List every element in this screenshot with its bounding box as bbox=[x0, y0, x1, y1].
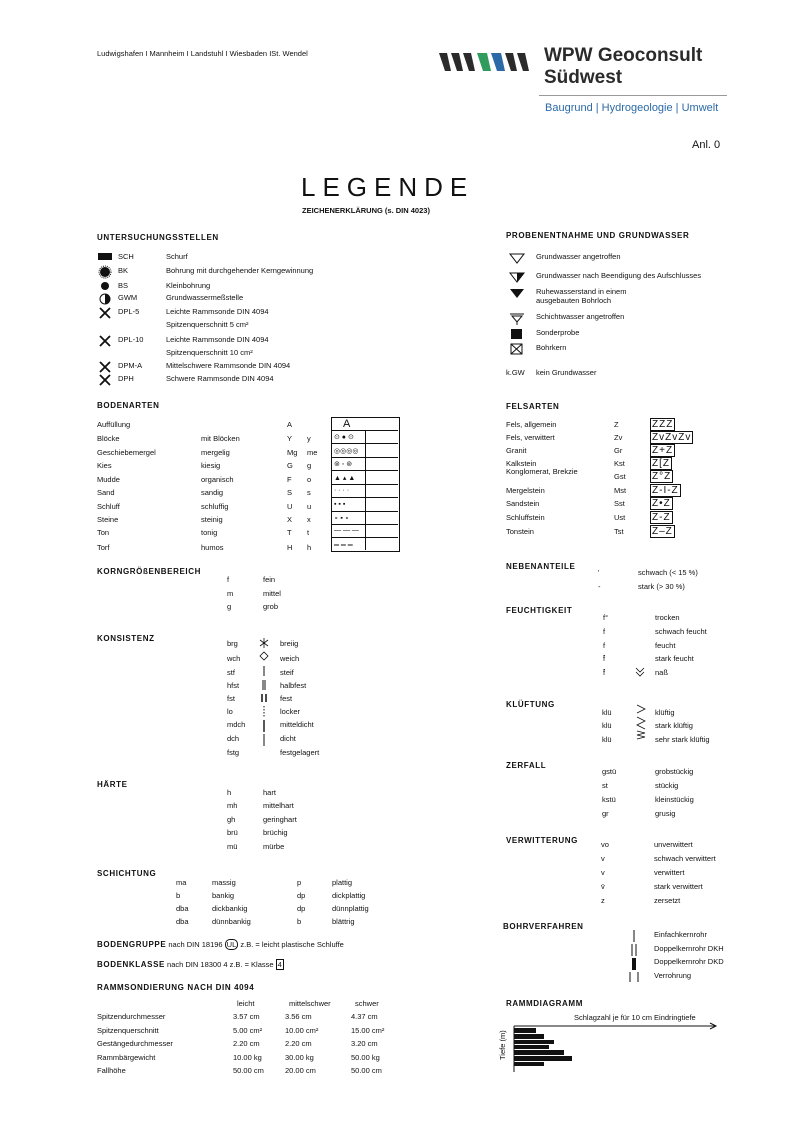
schicht-desc-b: blättrig bbox=[332, 917, 355, 926]
ramm-cell: 3.57 cm bbox=[233, 1012, 260, 1021]
cross-icon bbox=[98, 374, 112, 388]
section-proben-heading: PROBENENTNAHME UND GRUNDWASSER bbox=[506, 231, 690, 240]
section-untersuchung-heading: UNTERSUCHUNGSSTELLEN bbox=[97, 233, 219, 242]
verwitt-list-code: v bbox=[601, 854, 605, 863]
felsart-pattern: Z-Z bbox=[652, 512, 671, 523]
ramm-row-label: Fallhöhe bbox=[97, 1066, 126, 1075]
cross-icon bbox=[98, 335, 112, 349]
bodenart-pattern: ⊚ ◦ ⊚ bbox=[334, 461, 353, 468]
korn-list-code: f bbox=[227, 575, 230, 584]
ramm-cell: 15.00 cm² bbox=[351, 1025, 385, 1035]
black-dot-icon bbox=[98, 281, 112, 293]
felsart-code: Sst bbox=[614, 499, 625, 508]
bodenart-code: X bbox=[287, 515, 293, 524]
kluft-list-desc: klüftig bbox=[655, 708, 675, 717]
ramm-cell: 50.00 cm bbox=[351, 1066, 382, 1075]
bodenart-name: Ton bbox=[97, 528, 110, 537]
ramm-cell: 10.00 kg bbox=[233, 1052, 262, 1062]
feucht-list-desc: naß bbox=[655, 668, 668, 677]
ramm-cell: 20.00 cm bbox=[285, 1066, 316, 1075]
bodenart-code: H bbox=[287, 543, 293, 552]
kluft-list-desc: sehr stark klüftig bbox=[655, 735, 710, 744]
header-rule bbox=[539, 95, 727, 96]
section-bodenarten-heading: BODENARTEN bbox=[97, 401, 160, 410]
felsart-pattern: Z+Z bbox=[652, 445, 674, 456]
ramm-cell: 10.00 cm² bbox=[285, 1025, 319, 1035]
rammdiagramm-ylabel: Tiefe (m) bbox=[498, 1030, 507, 1060]
page-subtitle: ZEICHENERKLÄRUNG (s. DIN 4023) bbox=[302, 206, 430, 215]
bodenart-code-small: g bbox=[307, 461, 312, 470]
company-name-line2: Südwest bbox=[544, 67, 623, 88]
bodenart-code-small: t bbox=[307, 528, 310, 537]
bodengruppe-box: UL bbox=[226, 940, 237, 949]
schicht-code-a: dba bbox=[176, 917, 189, 926]
section-haerte-heading: HÄRTE bbox=[97, 780, 128, 789]
feucht-list-desc: feucht bbox=[655, 641, 676, 650]
haerte-list-code: brü bbox=[227, 828, 238, 837]
feucht-list-code: f bbox=[603, 641, 606, 650]
bodenart-pattern: ▲ ▴ ▲ bbox=[334, 475, 356, 482]
haerte-list-desc: mürbe bbox=[263, 842, 285, 851]
bodenart-adj: tonig bbox=[201, 528, 218, 537]
haerte-list-code: gh bbox=[227, 815, 236, 824]
bodenart-name: Blöcke bbox=[97, 434, 120, 443]
proben-desc: Grundwasser nach Beendigung des Aufschlusses bbox=[536, 271, 702, 280]
ramm-cell: 3.56 cm bbox=[285, 1012, 312, 1021]
kons-list-code: wch bbox=[227, 654, 241, 663]
bodenart-name: Geschiebemergel bbox=[97, 448, 156, 457]
kluft-list-code: klü bbox=[602, 735, 612, 744]
bodenklasse-text1: nach DIN 18300 4 z.B. = Klasse bbox=[167, 960, 274, 969]
untersuchung-desc2: Spitzenquerschnitt 10 cm² bbox=[166, 348, 253, 357]
kluft-list-code: klü bbox=[602, 708, 612, 717]
bodenart-name: Sand bbox=[97, 488, 115, 497]
ramm-cell: 50.00 cm bbox=[233, 1066, 264, 1075]
schicht-desc-b: plattig bbox=[332, 878, 353, 887]
kons-list-code: lo bbox=[227, 707, 233, 716]
kluft-list-desc: stark klüftig bbox=[655, 721, 693, 730]
ramm-cell: 3.20 cm bbox=[351, 1039, 378, 1048]
schicht-code-b: dp bbox=[297, 891, 306, 900]
wet-icon bbox=[634, 666, 646, 680]
felsart-code2: Gst bbox=[614, 472, 626, 481]
neben-list-desc: schwach (< 15 %) bbox=[638, 568, 698, 577]
untersuchung-desc: Leichte Rammsonde DIN 4094 bbox=[166, 307, 269, 316]
page-title: LEGENDE bbox=[301, 172, 475, 202]
ramm-cell: 2.20 cm bbox=[285, 1039, 312, 1048]
konsistenz-symbols-icon bbox=[256, 636, 272, 748]
schicht-code-a: ma bbox=[176, 878, 187, 887]
korn-list-code: m bbox=[227, 589, 234, 598]
bodenart-adj: kiesig bbox=[201, 461, 221, 470]
rest-water-icon bbox=[508, 287, 526, 301]
kons-list-desc: steif bbox=[280, 668, 294, 677]
felsart-pattern: ZZZ bbox=[652, 419, 674, 430]
felsart-code: Gr bbox=[614, 446, 623, 455]
felsart-pattern: Z[Z bbox=[652, 458, 670, 469]
bodenart-adj: mergelig bbox=[201, 448, 230, 457]
kons-list-desc: fest bbox=[280, 694, 293, 703]
proben-desc: Grundwasser angetroffen bbox=[536, 252, 621, 261]
ramm-row-label: Spitzendurchmesser bbox=[97, 1012, 166, 1021]
bodengruppe-row bbox=[97, 940, 344, 949]
felsart-pattern: Z-I-Z bbox=[652, 485, 679, 496]
bodenart-code: A bbox=[287, 420, 293, 429]
kons-list-desc: breiig bbox=[280, 639, 299, 648]
bodenart-name: Auffüllung bbox=[97, 420, 131, 429]
section-konsistenz-heading: KONSISTENZ bbox=[97, 634, 155, 643]
bodenarten-grid-divider bbox=[365, 430, 366, 550]
schicht-desc-b: dickplattig bbox=[332, 891, 366, 900]
section-rammdiagramm-heading: RAMMDIAGRAMM bbox=[506, 999, 583, 1008]
section-neben-heading: NEBENANTEILE bbox=[506, 562, 576, 571]
section-verwitt-heading: VERWITTERUNG bbox=[506, 836, 578, 845]
bodenart-code-small: h bbox=[307, 543, 312, 552]
zerfall-list-desc: kleinstückig bbox=[655, 795, 694, 804]
felsart-code: Tst bbox=[614, 527, 624, 536]
ramm-col-header: schwer bbox=[355, 999, 379, 1008]
untersuchung-code: DPL-10 bbox=[118, 335, 144, 344]
kons-list-code: brg bbox=[227, 639, 238, 648]
bodenart-code-small: me bbox=[307, 448, 318, 457]
schicht-desc-b: dünnplattig bbox=[332, 904, 369, 913]
bodenart-code: Mg bbox=[287, 448, 298, 457]
half-circle-icon bbox=[98, 293, 112, 307]
proben-desc: Schichtwasser angetroffen bbox=[536, 312, 625, 321]
bodenklasse-label: BODENKLASSE bbox=[97, 960, 165, 969]
untersuchung-code: DPL-5 bbox=[118, 307, 140, 316]
felsart-name: Granit bbox=[506, 446, 527, 455]
gear-circle-icon bbox=[98, 266, 112, 280]
bodenart-code: U bbox=[287, 502, 293, 511]
bodenart-pattern: ◎◎◎◎ bbox=[334, 448, 359, 455]
haerte-list-desc: geringhart bbox=[263, 815, 297, 824]
verwitt-list-code: v bbox=[601, 868, 605, 877]
zerfall-list-desc: stückig bbox=[655, 781, 679, 790]
special-sample-icon bbox=[508, 328, 526, 342]
korn-list-code: g bbox=[227, 602, 232, 611]
untersuchung-desc: Schurf bbox=[166, 252, 188, 261]
rammdiagramm-sketch bbox=[510, 1020, 720, 1075]
layer-water-icon bbox=[508, 312, 526, 328]
felsart-name: Mergelstein bbox=[506, 486, 545, 495]
zerfall-list-desc: grobstückig bbox=[655, 767, 694, 776]
company-tagline: Baugrund | Hydrogeologie | Umwelt bbox=[545, 102, 719, 114]
untersuchung-desc: Grundwassermeßstelle bbox=[166, 293, 244, 302]
kons-list-code: fstg bbox=[227, 748, 240, 757]
schicht-code-b: dp bbox=[297, 904, 306, 913]
korn-list-desc: grob bbox=[263, 602, 279, 611]
verwitt-list-code: z bbox=[601, 896, 605, 905]
company-name-line1: WPW Geoconsult bbox=[544, 45, 703, 66]
ramm-row-label: Spitzenquerschnitt bbox=[97, 1025, 159, 1035]
bodenart-name: Torf bbox=[97, 543, 110, 552]
rammdiagramm-xlabel: Schlagzahl je für 10 cm Eindringtiefe bbox=[574, 1013, 696, 1022]
schicht-desc-a: dünnbankig bbox=[212, 917, 251, 926]
neben-list-code: ' bbox=[598, 568, 600, 577]
felsart-name: Sandstein bbox=[506, 499, 540, 508]
untersuchung-code: GWM bbox=[118, 293, 138, 302]
ramm-row-label: Gestängedurchmesser bbox=[97, 1039, 173, 1048]
ramm-col-header: leicht bbox=[237, 999, 255, 1008]
kons-list-desc: weich bbox=[280, 654, 300, 663]
bodenart-code: F bbox=[287, 475, 292, 484]
bodenart-name: Steine bbox=[97, 515, 119, 524]
untersuchung-code: BS bbox=[118, 281, 129, 290]
felsart-name: Schluffstein bbox=[506, 513, 545, 522]
section-felsarten-heading: FELSARTEN bbox=[506, 402, 560, 411]
verwitt-list-code: vo bbox=[601, 840, 609, 849]
bodenart-pattern: ⊙ ● ⊙ bbox=[334, 434, 354, 441]
black-rectangle-icon bbox=[98, 252, 112, 263]
untersuchung-code: DPH bbox=[118, 374, 134, 383]
kluft-list-code: klü bbox=[602, 721, 612, 730]
verwitt-list-code: v̄ bbox=[601, 882, 605, 891]
felsart-code: Z bbox=[614, 420, 619, 429]
bodenart-pattern: ═ ═ ═ bbox=[334, 542, 353, 549]
bohrverfahren-symbols-icon bbox=[627, 928, 641, 982]
section-korn-heading: KORNGRÖßENBEREICH bbox=[97, 567, 201, 576]
ramm-cell: 4.37 cm bbox=[351, 1012, 378, 1021]
felsart-name2: Konglomerat, Brekzie bbox=[506, 467, 578, 476]
bodenart-code-small: o bbox=[307, 475, 312, 484]
kgw-code: k.GW bbox=[506, 368, 525, 377]
verwitt-list-desc: verwittert bbox=[654, 868, 685, 877]
bodenart-code: T bbox=[287, 528, 292, 537]
ramm-col-header: mittelschwer bbox=[289, 999, 331, 1008]
ramm-cell: 5.00 cm² bbox=[233, 1025, 263, 1035]
proben-desc: Ruhewasserstand in einem bbox=[536, 287, 627, 296]
felsart-code: Kst bbox=[614, 459, 625, 468]
feucht-list-code: f bbox=[603, 627, 606, 636]
cross-icon bbox=[98, 361, 112, 375]
verwitt-list-desc: schwach verwittert bbox=[654, 854, 716, 863]
felsart-pattern: ZvZvZv bbox=[652, 432, 692, 443]
bodenklasse-box: 4 bbox=[277, 960, 282, 969]
verwitt-list-desc: unverwittert bbox=[654, 840, 693, 849]
haerte-list-desc: mittelhart bbox=[263, 801, 294, 810]
proben-desc: Sonderprobe bbox=[536, 328, 580, 337]
section-bohrverf-heading: BOHRVERFAHREN bbox=[503, 922, 584, 931]
section-schicht-heading: SCHICHTUNG bbox=[97, 869, 157, 878]
zerfall-list-code: kstü bbox=[602, 795, 616, 804]
bodengruppe-text1: nach DIN 18196 bbox=[168, 940, 223, 949]
bodenart-adj: organisch bbox=[201, 475, 234, 484]
untersuchung-desc: Schwere Rammsonde DIN 4094 bbox=[166, 374, 274, 383]
felsart-pattern: Z•Z bbox=[652, 498, 671, 509]
felsart-pattern2: Z°Z bbox=[652, 471, 672, 482]
bodenart-pattern: ∘ ▪ ∘ bbox=[334, 515, 350, 522]
neben-list-desc: stark (> 30 %) bbox=[638, 582, 685, 591]
kons-list-desc: mitteldicht bbox=[280, 720, 314, 729]
bodengruppe-text2: z.B. = leicht plastische Schluffe bbox=[240, 940, 344, 949]
schicht-desc-a: massig bbox=[212, 878, 236, 887]
untersuchung-desc: Bohrung mit durchgehender Kerngewinnung bbox=[166, 266, 314, 275]
cross-icon bbox=[98, 307, 112, 321]
kons-list-code: stf bbox=[227, 668, 235, 677]
feucht-list-code: f̄ bbox=[603, 654, 606, 663]
felsart-name: Fels, verwittert bbox=[506, 433, 555, 442]
bohrverf-item: Doppelkernrohr DKD bbox=[654, 957, 724, 966]
untersuchung-desc: Kleinbohrung bbox=[166, 281, 211, 290]
bodenart-pattern: · · · · bbox=[334, 487, 350, 494]
bohrverf-item: Verrohrung bbox=[654, 970, 692, 980]
ramm-cell: 50.00 kg bbox=[351, 1052, 380, 1062]
korn-list-desc: fein bbox=[263, 575, 276, 584]
section-zerfall-heading: ZERFALL bbox=[506, 761, 547, 770]
water-level-after-icon bbox=[508, 271, 526, 285]
bodenart-adj: sandig bbox=[201, 488, 224, 497]
proben-desc: Bohrkern bbox=[536, 343, 567, 352]
company-logo-icon bbox=[437, 49, 533, 75]
ramm-cell: 2.20 cm bbox=[233, 1039, 260, 1048]
feucht-list-desc: schwach feucht bbox=[655, 627, 707, 636]
zerfall-list-code: gstü bbox=[602, 767, 617, 776]
bodenart-name: Schluff bbox=[97, 502, 120, 511]
kons-list-code: hfst bbox=[227, 681, 240, 690]
neben-list-code: - bbox=[598, 582, 601, 591]
kons-list-desc: halbfest bbox=[280, 681, 307, 690]
schicht-desc-a: dickbankig bbox=[212, 904, 248, 913]
bodenart-code-small: x bbox=[307, 515, 311, 524]
bodenart-adj: schluffig bbox=[201, 502, 229, 511]
verwitt-list-desc: stark verwittert bbox=[654, 882, 703, 891]
bodenklasse-row bbox=[97, 960, 284, 969]
kons-list-code: mdch bbox=[227, 720, 246, 729]
zerfall-list-code: gr bbox=[602, 809, 609, 818]
haerte-list-code: mü bbox=[227, 842, 238, 851]
kons-list-code: dch bbox=[227, 734, 240, 743]
untersuchung-code: SCH bbox=[118, 252, 134, 261]
feucht-list-code: f̄ bbox=[603, 668, 606, 677]
bohrverf-item: Doppelkernrohr DKH bbox=[654, 943, 724, 953]
core-sample-icon bbox=[508, 343, 526, 357]
bohrverf-item: Einfachkernrohr bbox=[654, 930, 707, 939]
haerte-list-desc: brüchig bbox=[263, 828, 288, 837]
schicht-code-b: b bbox=[297, 917, 302, 926]
bodenart-code-small: y bbox=[307, 434, 311, 443]
bodenart-code: S bbox=[287, 488, 293, 497]
bodenart-pattern: — — — bbox=[334, 527, 359, 534]
bodenart-code-small: u bbox=[307, 502, 312, 511]
kons-list-code: fst bbox=[227, 694, 235, 703]
kons-list-desc: dicht bbox=[280, 734, 296, 743]
felsart-code: Ust bbox=[614, 513, 626, 522]
bodenart-adj: humos bbox=[201, 543, 224, 552]
bodenart-adj: mit Blöcken bbox=[201, 434, 240, 443]
schicht-code-a: dba bbox=[176, 904, 189, 913]
felsart-name: Fels, allgemein bbox=[506, 420, 557, 429]
untersuchung-code: DPM-A bbox=[118, 361, 143, 370]
haerte-list-code: h bbox=[227, 788, 232, 797]
bodenart-name: Kies bbox=[97, 461, 112, 470]
haerte-list-desc: hart bbox=[263, 788, 276, 797]
felsart-name: Tonstein bbox=[506, 527, 534, 536]
header-locations: Ludwigshafen I Mannheim I Landstuhl I Wiesbaden ISt. Wendel bbox=[97, 49, 308, 58]
schicht-desc-a: bankig bbox=[212, 891, 235, 900]
felsart-code: Zv bbox=[614, 433, 623, 442]
section-feucht-heading: FEUCHTIGKEIT bbox=[506, 606, 573, 615]
ramm-cell: 30.00 kg bbox=[285, 1052, 314, 1062]
schicht-code-b: p bbox=[297, 878, 302, 887]
korn-list-desc: mittel bbox=[263, 589, 281, 598]
bodenart-name: Mudde bbox=[97, 475, 120, 484]
untersuchung-desc: Mittelschwere Rammsonde DIN 4094 bbox=[166, 361, 291, 370]
feucht-list-code: f° bbox=[603, 613, 609, 622]
untersuchung-code: BK bbox=[118, 266, 129, 275]
bodenart-code: G bbox=[287, 461, 293, 470]
bodengruppe-label: BODENGRUPPE bbox=[97, 940, 167, 949]
zerfall-list-desc: grusig bbox=[655, 809, 676, 818]
bodenarten-box-label: A bbox=[343, 418, 351, 430]
kons-list-desc: locker bbox=[280, 707, 301, 716]
untersuchung-desc2: Spitzenquerschnitt 5 cm² bbox=[166, 320, 249, 329]
feucht-list-desc: trocken bbox=[655, 613, 680, 622]
feucht-list-desc: stark feucht bbox=[655, 654, 694, 663]
section-ramm-heading: RAMMSONDIERUNG NACH DIN 4094 bbox=[97, 983, 255, 992]
felsart-name: Kalkstein bbox=[506, 459, 537, 468]
kgw-desc: kein Grundwasser bbox=[536, 368, 597, 377]
kons-list-desc: festgelagert bbox=[280, 748, 320, 757]
schicht-code-a: b bbox=[176, 891, 181, 900]
zerfall-list-code: st bbox=[602, 781, 608, 790]
bodenart-code: Y bbox=[287, 434, 293, 443]
kluft-symbols-icon bbox=[634, 703, 648, 741]
ramm-row-label: Rammbärgewicht bbox=[97, 1052, 156, 1062]
section-kluft-heading: KLÜFTUNG bbox=[506, 700, 555, 709]
bodenart-code-small: s bbox=[307, 488, 311, 497]
felsart-code: Mst bbox=[614, 486, 627, 495]
untersuchung-desc: Leichte Rammsonde DIN 4094 bbox=[166, 335, 269, 344]
felsart-pattern: Z–Z bbox=[652, 526, 673, 537]
annex-number: Anl. 0 bbox=[692, 139, 721, 151]
bodenart-pattern: ▪ ▪ ▪ bbox=[334, 501, 346, 508]
water-level-icon bbox=[508, 252, 526, 266]
bodenart-adj: steinig bbox=[201, 515, 223, 524]
verwitt-list-desc: zersetzt bbox=[654, 896, 681, 905]
proben-desc2: ausgebauten Bohrloch bbox=[536, 296, 612, 305]
haerte-list-code: mh bbox=[227, 801, 238, 810]
